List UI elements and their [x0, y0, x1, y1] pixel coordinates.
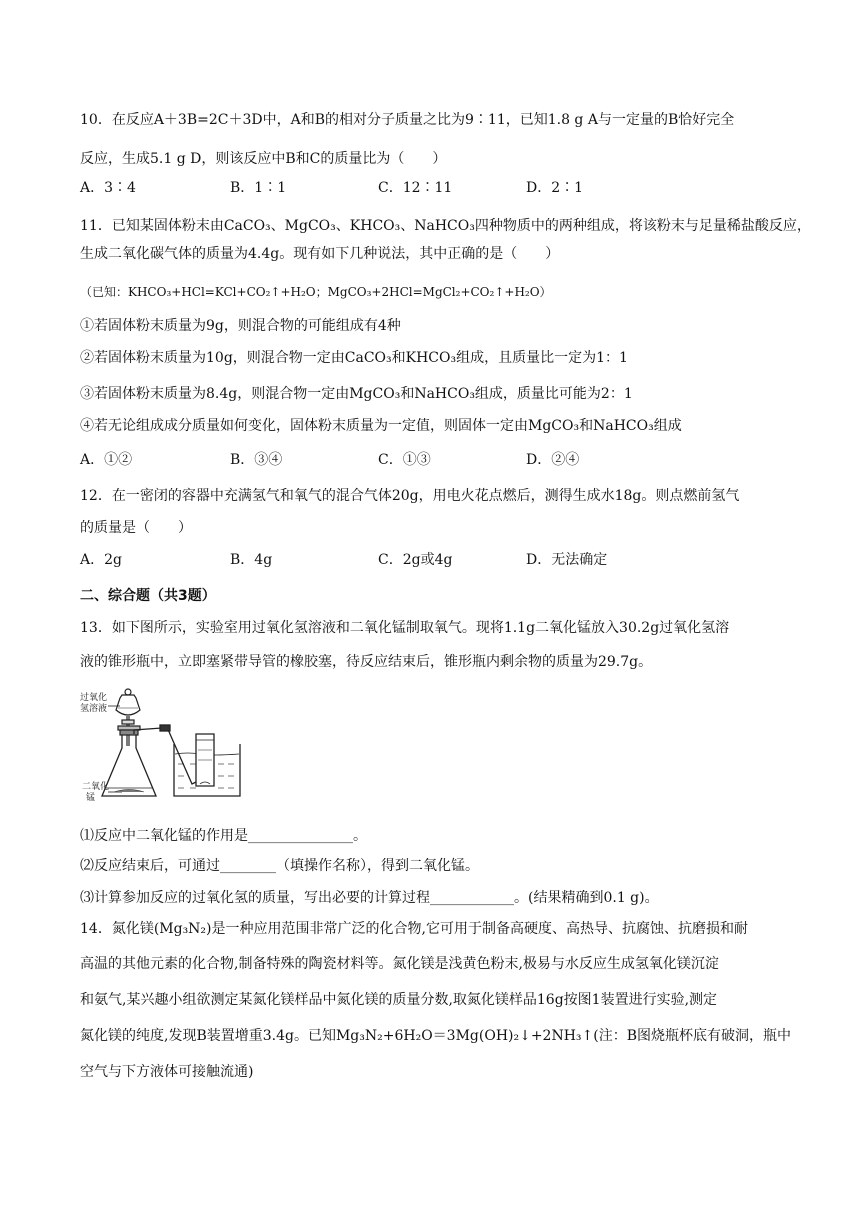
q11-line-2: 生成二氧化碳气体的质量为4.4g。现有如下几种说法，其中正确的是（ ） [80, 246, 560, 262]
q11-known: （已知：KHCO₃+HCl=KCl+CO₂↑+H₂O；MgCO₃+2HCl=MgCl₂+CO₂↑+H₂O） [80, 285, 552, 299]
q13-line-1: 13．如下图所示，实验室用过氧化氢溶液和二氧化锰制取氧气。现将1.1g二氧化锰放入30.2g过氧化氢溶 [80, 620, 730, 636]
delivery-tube [134, 725, 196, 784]
q14-line-5: 空气与下方液体可接触流通) [80, 1064, 254, 1080]
q12-line-1: 12．在一密闭的容器中充满氢气和氧气的混合气体20g，用电火花点燃后，测得生成水18g。则点燃前氢气 [80, 488, 740, 504]
q10-option-a: A．3∶4 [80, 180, 136, 196]
q12-option-c: C．2g或4g [378, 552, 453, 568]
q14-line-3: 和氨气,某兴趣小组欲测定某氮化镁样品中氮化镁的质量分数,取氮化镁样品16g按图1装置进行实验,测定 [80, 992, 718, 1008]
figure-label-top-1: 过氧化 [80, 693, 108, 703]
collecting-bottle [196, 734, 214, 786]
section-2-title: 二、综合题（共3题） [80, 588, 216, 604]
q12-option-b: B．4g [230, 552, 273, 568]
q10-option-d: D．2∶1 [526, 180, 584, 196]
q11-options [80, 450, 780, 470]
q11-option-c: C．①③ [378, 452, 431, 468]
q10-option-b: B．1∶1 [230, 180, 287, 196]
q13-line-2: 液的锥形瓶中，立即塞紧带导管的橡胶塞，待反应结束后，锥形瓶内剩余物的质量为29.7g。 [80, 654, 653, 670]
q13-part-3: ⑶计算参加反应的过氧化氢的质量，写出必要的计算过程____________。(结果精确到0.1 g)。 [80, 890, 659, 906]
q11-statement-1: ①若固体粉末质量为9g，则混合物的可能组成有4种 [80, 318, 401, 334]
q13-part-2: ⑵反应结束后，可通过________（填操作名称），得到二氧化锰。 [80, 858, 479, 874]
q11-statement-4: ④若无论组成成分质量如何变化，固体粉末质量为一定值，则固体一定由MgCO₃和NaHCO₃组成 [80, 418, 682, 434]
q10-option-c: C．12∶11 [378, 180, 453, 196]
q10-line-1: 10．在反应A＋3B=2C＋3D中，A和B的相对分子质量之比为9∶11，已知1.8 g A与一定量的B恰好完全 [80, 112, 735, 128]
figure-label-bottom-2: 锰 [86, 793, 96, 803]
clamp-stand [118, 726, 140, 735]
q12-option-d: D．无法确定 [526, 552, 608, 568]
q11-option-a: A．①② [80, 452, 133, 468]
q11-statement-2: ②若固体粉末质量为10g，则混合物一定由CaCO₃和KHCO₃组成，且质量比一定为1：1 [80, 350, 628, 366]
q10-line-2: 反应，生成5.1 g D，则该反应中B和C的质量比为（ ） [80, 151, 447, 167]
apparatus-figure [78, 684, 248, 804]
q11-line-1: 11．已知某固体粉末由CaCO₃、MgCO₃、KHCO₃、NaHCO₃四种物质中的两种组成，将该粉末与足量稀盐酸反应， [80, 218, 811, 234]
q12-options [80, 550, 780, 570]
q10-options [80, 178, 780, 198]
q11-statement-3: ③若固体粉末质量为8.4g，则混合物一定由MgCO₃和NaHCO₃组成，质量比可能为2：1 [80, 386, 633, 402]
q13-part-1: ⑴反应中二氧化锰的作用是_______________。 [80, 828, 367, 844]
q14-line-2: 高温的其他元素的化合物,制备特殊的陶瓷材料等。氮化镁是浅黄色粉末,极易与水反应生成氢氧化镁沉淀 [80, 956, 719, 972]
q12-line-2: 的质量是（ ） [80, 520, 192, 536]
q11-option-b: B．③④ [230, 452, 283, 468]
figure-label-top-2: 氢溶液 [80, 704, 108, 714]
q14-line-4: 氮化镁的纯度,发现B装置增重3.4g。已知Mg₃N₂+6H₂O＝3Mg(OH)₂↓+2NH₃↑(注：B图烧瓶杯底有破洞，瓶中 [80, 1028, 792, 1044]
figure-label-bottom-1: 二氧化 [82, 782, 110, 792]
q12-option-a: A．2g [80, 552, 122, 568]
q14-line-1: 14．氮化镁(Mg₃N₂)是一种应用范围非常广泛的化合物,它可用于制备高硬度、高热导、抗腐蚀、抗磨损和耐 [80, 921, 748, 937]
q11-option-d: D．②④ [526, 452, 580, 468]
